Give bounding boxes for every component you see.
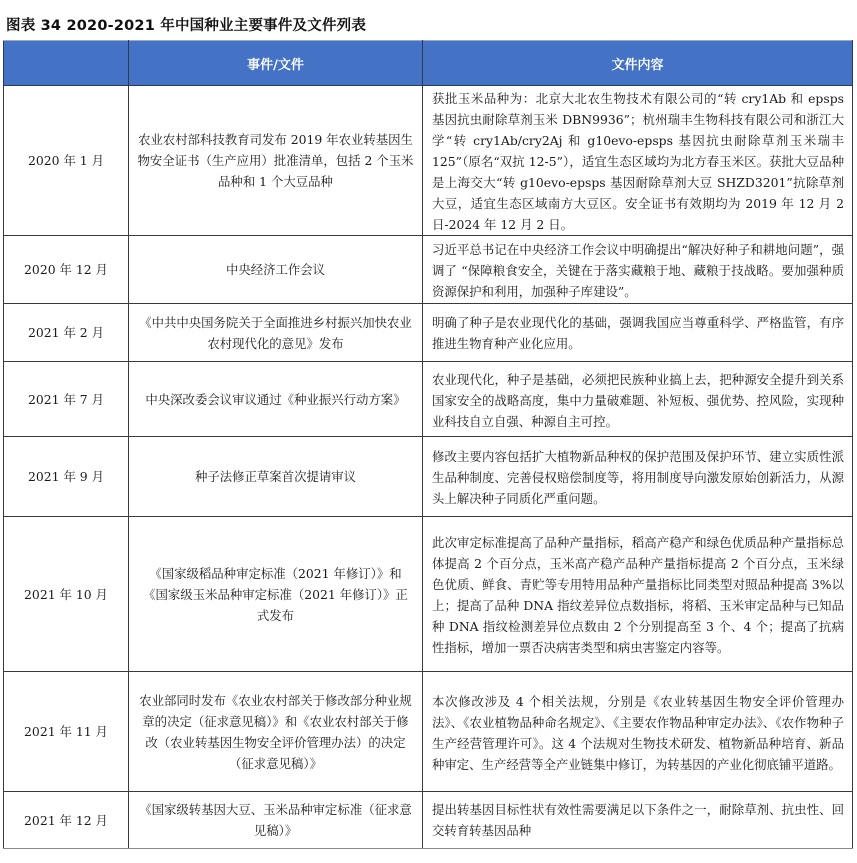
row-content <box>423 362 853 437</box>
header-event: 事件/文件 <box>129 41 423 86</box>
row-content-text: 获批玉米品种为：北京大北农生物技术有限公司的“转 cry1Ab 和 epsps 基因抗虫耐除草剂玉米 DBN9936”；杭州瑞丰生物科技有限公司和浙江大学“转 cry1Ab/cry2Aj 和 g10evo-epsps 基因抗虫耐除草剂玉米瑞丰 125”（原名“双抗 12-5”），适宜生态区域均为北方春玉米区。获批大豆品种是上海交大“转 g10evo-epsps 基因耐除草剂大豆 SHZD3201”抗除草剂大豆，适宜生态区域南方大豆区。安全证书有效期均为 2019 年 12 月 2 日-2024 年 12 月 2 日。 <box>432 91 844 232</box>
row-content <box>423 86 853 236</box>
row-event: 《国家级稻品种审定标准（2021 年修订）》和《国家级玉米品种审定标准（2021 年修订）》正式发布 <box>129 517 423 672</box>
row-content-text: 本次修改涉及 4 个相关法规，分别是《农业转基因生物安全评价管理办法》、《农业植物品种命名规定》、《主要农作物品种审定办法》、《农作物种子生产经营管理许可》。这 4 个法规对生物技术研发、植物新品种培育、新品种审定、生产经营等全产业链集中修订，为转基因的产业化彻底铺平道路。 <box>432 693 844 772</box>
row-content-text: 习近平总书记在中央经济工作会议中明确提出“解决好种子和耕地问题”，强调了 “保障粮食安全，关键在于落实藏粮于地、藏粮于技战略。要加强种质资源保护和利用，加强种子库建设”。 <box>432 242 844 299</box>
row-event: 种子法修正草案首次提请审议 <box>129 437 423 517</box>
row-content-text: 修改主要内容包括扩大植物新品种权的保护范围及保护环节、建立实质性派生品种制度、完善侵权赔偿制度等，将用制度导向激发原始创新活力，从源头上解决种子同质化严重问题。 <box>432 449 844 506</box>
row-date: 2021 年 7 月 <box>4 362 129 437</box>
header-date <box>4 41 129 86</box>
table-row <box>4 362 853 437</box>
table-row <box>4 792 853 849</box>
table-row <box>4 437 853 517</box>
row-event: 中央深改委会议审议通过《种业振兴行动方案》 <box>129 362 423 437</box>
events-table <box>3 40 853 849</box>
row-content-text: 此次审定标准提高了品种产量指标，稻高产稳产和绿色优质品种产量指标总体提高 2 个百分点，玉米高产稳产品种产量指标提高 2 个百分点，玉米绿色优质、鲜食、青贮等专用特用品种产量指标比同类型对照品种提高 3%以上；提高了品种 DNA 指纹差异位点数指标，将稻、玉米审定品种与已知品种 DNA 指纹检测差异位点数由 2 个分别提高至 3 个、4 个；提高了抗病性指标，增加一票否决病害类型和病虫害鉴定内容等。 <box>432 535 844 655</box>
row-date: 2021 年 12 月 <box>4 792 129 849</box>
table-row <box>4 304 853 362</box>
table-title: 图表 34 2020-2021 年中国种业主要事件及文件列表 <box>6 18 367 34</box>
row-event: 《中共中央国务院关于全面推进乡村振兴加快农业农村现代化的意见》发布 <box>129 304 423 362</box>
row-event: 中央经济工作会议 <box>129 236 423 304</box>
table-header-row <box>4 41 853 86</box>
row-event: 农业农村部科技教育司发布 2019 年农业转基因生物安全证书（生产应用）批准清单，包括 2 个玉米品种和 1 个大豆品种 <box>129 86 423 236</box>
row-content <box>423 672 853 792</box>
row-date: 2021 年 2 月 <box>4 304 129 362</box>
row-content <box>423 304 853 362</box>
row-date: 2021 年 9 月 <box>4 437 129 517</box>
row-event: 农业部同时发布《农业农村部关于修改部分种业规章的决定（征求意见稿）》和《农业农村部关于修改（农业转基因生物安全评价管理办法）的决定（征求意见稿）》 <box>129 672 423 792</box>
row-content-text: 提出转基因目标性状有效性需要满足以下条件之一，耐除草剂、抗虫性、回交转育转基因品种 <box>432 802 844 838</box>
row-content-text: 明确了种子是农业现代化的基础，强调我国应当尊重科学、严格监管，有序推进生物育种产业化应用。 <box>432 314 844 351</box>
row-date: 2020 年 1 月 <box>4 86 129 236</box>
row-date: 2021 年 11 月 <box>4 672 129 792</box>
row-event: 《国家级转基因大豆、玉米品种审定标准（征求意见稿）》 <box>129 792 423 849</box>
table-row <box>4 236 853 304</box>
row-content-text: 农业现代化，种子是基础，必须把民族种业搞上去，把种源安全提升到关系国家安全的战略高度，集中力量破难题、补短板、强优势、控风险，实现种业科技自立自强、种源自主可控。 <box>432 371 844 429</box>
header-content: 文件内容 <box>423 41 853 86</box>
row-content <box>423 517 853 672</box>
table-row <box>4 86 853 236</box>
row-content <box>423 437 853 517</box>
table-row <box>4 517 853 672</box>
row-content <box>423 792 853 849</box>
table-row <box>4 672 853 792</box>
row-date: 2020 年 12 月 <box>4 236 129 304</box>
row-content <box>423 236 853 304</box>
row-date: 2021 年 10 月 <box>4 517 129 672</box>
